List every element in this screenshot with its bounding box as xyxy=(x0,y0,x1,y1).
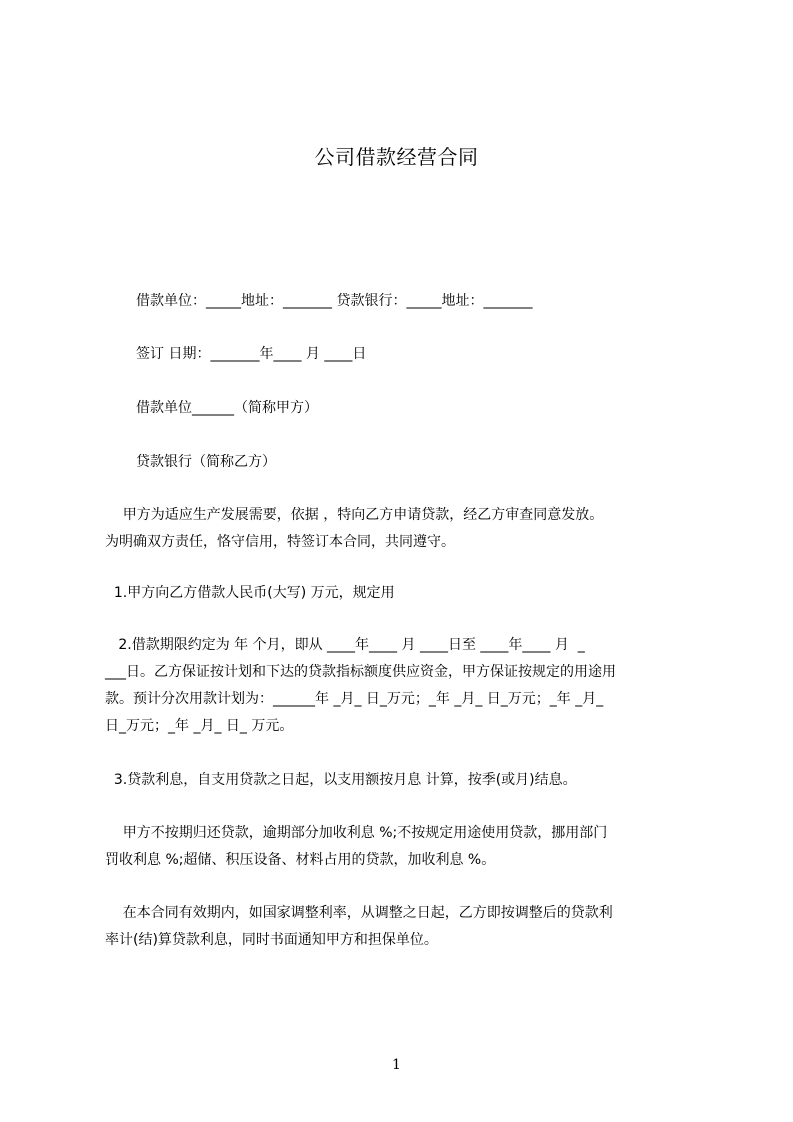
borrower-party-a-line: 借款单位______（简称甲方） xyxy=(136,400,318,416)
clause-1-paragraph xyxy=(105,580,701,607)
borrower-bank-address-line: 借款单位：_____地址：_______ 贷款银行：_____地址：_______ xyxy=(136,293,533,309)
interest-adjustment-paragraph xyxy=(105,900,701,954)
paragraph-line: 在本合同有效期内，如国家调整利率，从调整之日起，乙方即按调整后的贷款利 xyxy=(105,905,613,921)
contract-purpose-paragraph xyxy=(105,502,701,556)
clause-2-paragraph xyxy=(105,632,701,740)
paragraph-line: ___日。乙方保证按计划和下达的贷款指标额度供应资金，甲方保证按规定的用途用 xyxy=(105,664,616,680)
paragraph-line: 罚收利息 %;超储、积压设备、材料占用的贷款，加收利息 %。 xyxy=(105,852,496,868)
clause-3-paragraph xyxy=(105,767,701,794)
paragraph-line: 日_万元；_年 _月_ 日_ 万元。 xyxy=(105,718,294,734)
paragraph-line: 款。预计分次用款计划为：______年 _月_ 日_万元；_年 _月_ 日_万元；_年 _月_ xyxy=(105,691,604,707)
paragraph-line: 甲方为适应生产发展需要，依据 ，特向乙方申请贷款，经乙方审查同意发放。 xyxy=(105,507,604,523)
signing-date-line: 签订 日期：_______年____ 月 ____日 xyxy=(136,346,367,362)
document-title: 公司借款经营合同 xyxy=(314,145,479,169)
paragraph-line: 率计(结)算贷款利息，同时书面通知甲方和担保单位。 xyxy=(105,932,438,948)
penalty-interest-paragraph xyxy=(105,820,701,874)
paragraph-line: 为明确双方责任，恪守信用，特签订本合同，共同遵守。 xyxy=(105,534,455,550)
paragraph-line: 1.甲方向乙方借款人民币(大写) 万元，规定用 xyxy=(105,585,395,601)
lender-party-b-line: 贷款银行（简称乙方） xyxy=(136,454,276,470)
paragraph-line: 甲方不按期归还贷款，逾期部分加收利息 %;不按规定用途使用贷款，挪用部门 xyxy=(105,825,608,841)
paragraph-line: 2.借款期限约定为 年 个月，即从 ____年____ 月 ____日至 ____年____ 月 _ xyxy=(105,637,585,653)
paragraph-line: 3.贷款利息，自支用贷款之日起，以支用额按月息 计算，按季(或月)结息。 xyxy=(105,772,577,788)
page-number: 1 xyxy=(392,1057,401,1073)
